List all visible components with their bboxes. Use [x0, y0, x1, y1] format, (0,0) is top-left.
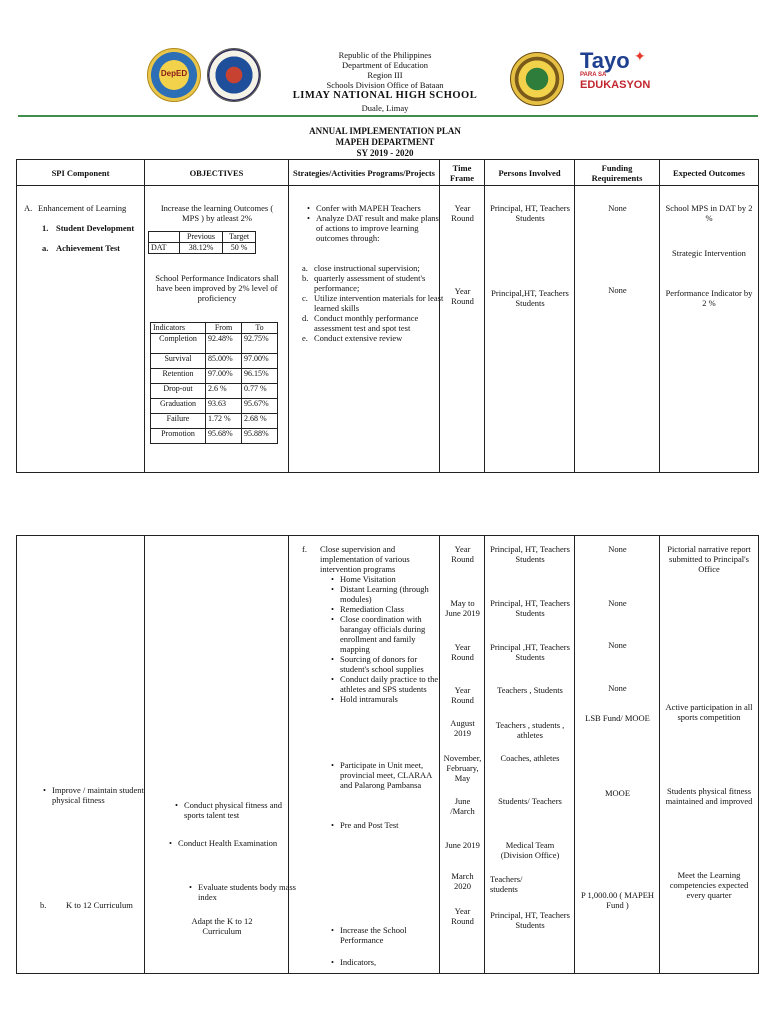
dat-table: [148, 231, 256, 254]
strategy-item: • Confer with MAPEH Teachers: [316, 203, 441, 213]
time-frame: Year Round: [451, 544, 474, 564]
outcome-item: Active participation in all sports competition: [665, 702, 753, 722]
funding-item: None: [608, 598, 627, 608]
persons-1: Principal, HT, Teachers Students: [490, 203, 570, 223]
spi-k12: K to 12 Curriculum: [66, 900, 133, 910]
strategy-item: • Indicators,: [340, 957, 445, 967]
ind-to: 96.15%: [242, 369, 278, 384]
time-frame: November, February, May: [443, 753, 482, 783]
ind-to: 0.77 %: [242, 384, 278, 399]
strategies-cell: [289, 186, 444, 473]
funding-item: None: [608, 544, 627, 554]
ind-from: 93.63: [206, 399, 242, 414]
header-divider: [18, 115, 758, 117]
outcome-item: Pictorial narrative report submitted to Principal's Office: [667, 544, 751, 574]
time-frame: Year Round: [451, 906, 474, 926]
deped-bataan-logo: [147, 48, 201, 102]
col-header-persons: Persons Involved: [485, 160, 575, 186]
ind-name: Survival: [151, 354, 206, 369]
outcome-item: Students physical fitness maintained and improved: [665, 786, 753, 806]
objective-health: [164, 838, 293, 848]
funding-1: None: [608, 203, 627, 213]
ind-head-from: From: [206, 323, 242, 334]
objective-item: • Evaluate students body mass index: [198, 882, 298, 902]
ind-name: Drop-out: [151, 384, 206, 399]
performance-bullet: [326, 925, 445, 945]
ind-name: Promotion: [151, 429, 206, 444]
objective-item: • Conduct Health Examination: [178, 838, 293, 848]
persons-item: Principal, HT, Teachers Students: [490, 598, 570, 618]
objective-performance-indicators: School Performance Indicators shall have been improved by 2% level of proficiency: [155, 273, 279, 303]
spi-letter-b: b.: [40, 900, 47, 910]
dat-head-target: Target: [223, 232, 256, 243]
strategy-close-supervision: Close supervision and implementation of various intervention programs: [320, 544, 410, 574]
ind-to: 2.68 %: [242, 414, 278, 429]
funding-cell: [575, 186, 660, 473]
persons-item: Principal, HT, Teachers Students: [490, 910, 570, 930]
dat-head-blank: [149, 232, 180, 243]
outcomes-cell: [660, 186, 759, 473]
persons-item: Principal, HT, Teachers Students: [490, 544, 570, 564]
time-frame-cell: [440, 186, 485, 473]
plan-table-2: [16, 535, 759, 974]
time-frame-2: Year Round: [451, 286, 474, 306]
dat-head-previous: Previous: [180, 232, 223, 243]
spi-cell: [17, 186, 145, 473]
time-frame: Year Round: [451, 685, 474, 705]
outcome-1: School MPS in DAT by 2 %: [665, 203, 753, 223]
tayo-logo-sub: PARA SA: [580, 72, 607, 78]
strategy-item: • Analyze DAT result and make plans of actions to improve learning outcomes through:: [316, 213, 441, 243]
col-header-strategies: Strategies/Activities Programs/Projects: [289, 160, 440, 186]
strategy-item: • Increase the School Performance: [340, 925, 445, 945]
intervention-item: • Hold intramurals: [340, 694, 445, 704]
spi-bullets-2: [38, 785, 150, 805]
outcome-2: Strategic Intervention: [672, 248, 746, 258]
col-header-objectives: OBJECTIVES: [145, 160, 289, 186]
ind-name: Completion: [151, 334, 206, 354]
strategy-bullets: [302, 203, 441, 243]
intervention-item: • Distant Learning (through modules): [340, 584, 445, 604]
ind-name: Graduation: [151, 399, 206, 414]
funding-item: P 1,000.00 ( MAPEH Fund ): [580, 890, 655, 910]
funding-item: None: [608, 683, 627, 693]
ind-to: 95.67%: [242, 399, 278, 414]
spi-student-development: Student Development: [56, 223, 135, 233]
star-icon: ✦: [634, 48, 646, 64]
ind-from: 85.00%: [206, 354, 242, 369]
time-frame-cell-2: [440, 536, 485, 974]
strategy-subitem: e. Conduct extensive review: [302, 333, 403, 343]
header-line-division: Schools Division Office of Bataan: [326, 80, 444, 90]
objectives-cell: [145, 186, 289, 473]
tayo-logo-brand: EDUKASYON: [580, 79, 651, 91]
strategy-letter-f: f.: [302, 544, 307, 554]
plan-table-1: [16, 159, 759, 473]
funding-item: LSB Fund/ MOOE: [585, 713, 650, 723]
time-frame: March 2020: [451, 871, 474, 891]
department-title: MAPEH DEPARTMENT: [335, 137, 435, 147]
indicators-table: [150, 322, 278, 444]
persons-cell: [485, 186, 575, 473]
ind-to: 92.75%: [242, 334, 278, 354]
intervention-item: • Home Visitation: [340, 574, 445, 584]
persons-item: Teachers , students , athletes: [495, 720, 565, 740]
ind-from: 92.48%: [206, 334, 242, 354]
strategies-cell-2: [289, 536, 440, 974]
objective-mps: Increase the learning Outcomes ( MPS ) by atleast 2%: [160, 203, 274, 223]
funding-2: None: [608, 285, 627, 295]
ind-from: 2.6 %: [206, 384, 242, 399]
outcome-item: Meet the Learning competencies expected every quarter: [669, 870, 749, 900]
objectives-cell-2: [145, 536, 296, 974]
tayo-para-sa-edukasyon-logo: [580, 50, 660, 100]
time-frame: May to June 2019: [445, 598, 480, 618]
outcome-3: Performance Indicator by 2 %: [665, 288, 753, 308]
intervention-item: • Remediation Class: [340, 604, 445, 614]
tayo-logo-main: Tayo: [580, 48, 630, 73]
persons-item: Teachers , Students: [497, 685, 563, 695]
persons-cell-2: [485, 536, 575, 974]
competition-bullet: [326, 760, 445, 790]
strategy-item: • Participate in Unit meet, provincial meet, CLARAA and Palarong Pambansa: [340, 760, 445, 790]
intervention-item: • Close coordination with barangay officials during enrollment and family mapping: [340, 614, 445, 654]
funding-item: None: [608, 640, 627, 650]
school-name: LIMAY NATIONAL HIGH SCHOOL: [292, 90, 478, 101]
strategy-item: • Pre and Post Test: [340, 820, 445, 830]
time-frame: Year Round: [451, 642, 474, 662]
spi-num-1: 1.: [42, 223, 49, 233]
school-year: SY 2019 - 2020: [356, 148, 414, 158]
intervention-item: • Conduct daily practice to the athletes and SPS students: [340, 674, 445, 694]
objective-item: • Conduct physical fitness and sports talent test: [184, 800, 296, 820]
persons-item: Medical Team (Division Office): [500, 840, 560, 860]
outcomes-cell-2: [660, 536, 759, 974]
time-frame: June 2019: [445, 840, 480, 850]
pretest-bullet: [326, 820, 445, 830]
ind-name: Failure: [151, 414, 206, 429]
ind-name: Retention: [151, 369, 206, 384]
strategy-subitems: [302, 263, 444, 343]
strategy-subitem: d. Conduct monthly performance assessment test and spot test: [302, 313, 419, 333]
col-header-spi: SPI Component: [17, 160, 145, 186]
col-header-outcomes: Expected Outcomes: [660, 160, 759, 186]
time-frame-1: Year Round: [451, 203, 474, 223]
col-header-time-frame: Time Frame: [440, 160, 485, 186]
strategy-subitem: c. Utilize intervention materials for least learned skills: [302, 293, 444, 313]
deped-seal-text: DepED: [160, 69, 188, 78]
ind-head-indicators: Indicators: [151, 323, 206, 334]
ind-from: 95.68%: [206, 429, 242, 444]
ind-head-to: To: [242, 323, 278, 334]
school-address: Duale, Limay: [361, 103, 409, 113]
persons-2: Principal,HT, Teachers Students: [491, 288, 569, 308]
time-frame: June /March: [450, 796, 475, 816]
spi-letter-a: A.: [24, 203, 33, 213]
ind-to: 95.88%: [242, 429, 278, 444]
header-line-republic: Republic of the Philippines: [338, 50, 432, 60]
intervention-bullets: [326, 574, 445, 704]
header-line-department: Department of Education: [342, 60, 428, 70]
spi-achievement-test: Achievement Test: [56, 243, 120, 253]
spi-enhancement: Enhancement of Learning: [38, 203, 127, 213]
dat-previous: 38.12%: [180, 243, 223, 254]
funding-item: MOOE: [604, 788, 631, 798]
funding-cell-2: [575, 536, 660, 974]
persons-item: Teachers/ students: [490, 874, 523, 894]
persons-item: Principal ,HT, Teachers Students: [490, 642, 570, 662]
dat-label: DAT: [149, 243, 180, 254]
objective-adapt-k12: Adapt the K to 12 Curriculum: [191, 916, 253, 936]
ind-from: 97.00%: [206, 369, 242, 384]
objective-fitness: [170, 800, 296, 820]
spi-cell-2: [17, 536, 145, 974]
dat-target: 50 %: [223, 243, 256, 254]
header-line-region: Region III: [367, 70, 403, 80]
persons-item: Students/ Teachers: [498, 796, 562, 806]
time-frame: August 2019: [450, 718, 475, 738]
strategy-subitem: a. close instructional supervision;: [302, 263, 420, 273]
intervention-item: • Sourcing of donors for student's school supplies: [340, 654, 445, 674]
ind-from: 1.72 %: [206, 414, 242, 429]
plan-title: ANNUAL IMPLEMENTATION PLAN: [309, 126, 461, 136]
strategy-subitem: b. quarterly assessment of student's performance;: [302, 273, 426, 293]
objective-bmi: [184, 882, 298, 902]
col-header-funding: Funding Requirements: [575, 160, 660, 186]
ind-to: 97.00%: [242, 354, 278, 369]
indicators-bullet: [326, 957, 445, 967]
spi-letter-a-sub: a.: [42, 243, 49, 253]
spi-item: • Improve / maintain student physical fitness: [52, 785, 150, 805]
persons-item: Coaches, athletes: [500, 753, 560, 763]
